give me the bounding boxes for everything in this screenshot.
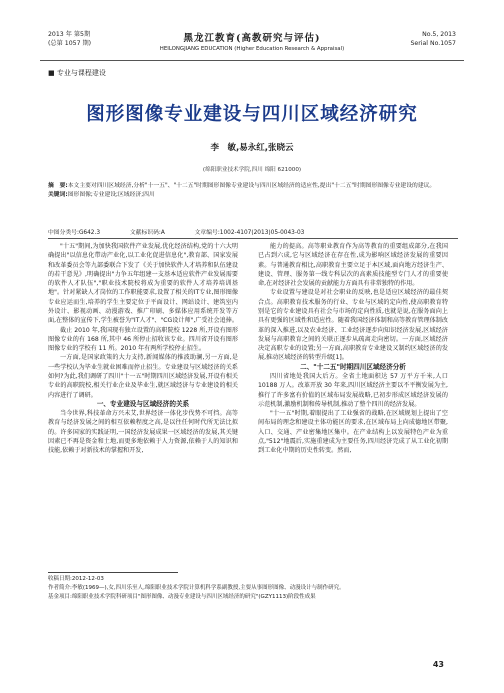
body-column-left	[48, 242, 238, 455]
fund-note: 基金项目:绵阳职业技术学院科研项目"图形图像、动漫专业建设与四川区域经济的研究"(GZY1113)阶段性成果	[48, 594, 316, 600]
paragraph: "十一五"时期,着眼提出了工业强省的战略,在区域规划上提出了空间布局的理念和建设主体功能区的要求,在区域布局上向成德地区带聚,入口、交通、产业密集地区集中。在产业结构上以发展特色产业为重点,"512"地震后,实施重建成为主要任务,四川经济完成了从工业化初期到工业化中期的历史性转变。然而,	[258, 410, 448, 455]
footnote-rule	[48, 572, 178, 573]
author-bio: 作者简介:李敏(1969—),女,四川乐至人,绵阳职业技术学院计算机科学系副教授,主要从事图形图像、动漫设计与制作研究。	[48, 585, 345, 591]
paragraph: 一方面,是国家政策的大力支持,新闻媒体的推波助澜,另一方面,是一些学校认为毕业生就业困难而停止招生。专业建设与区域经济的关系如何?为此,我们调研了四川"十一五"时期四川区域经济发展,开设有相关专业的高职院校,相关行业企业及毕业生,就区域经济与专业建设的相关内容进行了调研。	[48, 354, 238, 399]
article-title: 图形图像专业建设与四川区域经济研究	[86, 104, 418, 125]
paragraph: 当今世界,科技革命方兴未艾,世界经济一体化步伐势不可挡。高等教育与经济发展之间的相互依赖程度之高,是以往任何时代所无法比拟的。许多国家的实践证明,一国经济发展成果一区域经济的发展,其关键因素已不再是资金和土地,而更多地依赖于人力资源,依赖于人的知识和技能,依赖于对新技术的掌握和开发,	[48, 410, 238, 455]
journal-name-cn: 黑龙江教育(高教研究与评估)	[183, 33, 321, 44]
author-affiliation: (绵阳职业技术学院,四川 绵阳 621000)	[202, 167, 302, 173]
paragraph: 四川省地处我国大后方。全省土地面积达 57 万平方千米,人口 10188 万人。改革开放 30 年来,四川区域经济主要以不平衡发展为主,推行了许多富有价值的区域布局发展战略,已初步形成区域经济发展的示范机制,激励机制和传导机制,推动了整个四川的经济发展。	[258, 372, 448, 408]
serial-line: Serial No.1057	[410, 40, 456, 47]
abstract	[48, 182, 458, 191]
clc-number: 中图分类号:G642.3	[48, 230, 101, 236]
received-date: 收稿日期:2012-12-03	[48, 576, 104, 582]
paragraph: 专业设置与建设是对社会职业的反映,也是适应区域经济的最佳契合点。高职教育技术服务的行业、专业与区域的定向性,使高职教育特别是它的专业建设具有社会与市场的定向性质,也就是说,在服务面向上具有更强的区域性和适应性。随着我国经济体制和高等教育管理体制改革的深入推进,以及农业经济、工业经济逐步向知识经济发展,区域经济发展与高职教育之间的关联正逐步从疏离走向密切。一方面,区域经济决定高职专业的设置;另一方面,高职教育专业建设又制约区域经济的发展,推动区域经济的转型升级[1]。	[258, 289, 448, 362]
body-column-right	[258, 242, 448, 455]
paragraph: "十五"期间,为加快我国软件产业发展,优化经济结构,党的十六大明确提出"以信息化带动产业化,以工业化促进信息化",教育部、国家发展和改革委员会等九部委联合下发了《关于加快软件人才培养和队伍建设的若干意见》,明确提出"力争五年组建一支基本适应软件产业发展需要的软件人才队伍","职业技术院校将成为重要的软件人才培养培训基地"。针对紧缺人才岗位的工作职能要求,设置了相关的IT专业,图形图像专业应运而生,培养的学生主要定位于平面设计、网站设计、建筑室内外设计、影视动画、动漫游戏、推广印刷、多媒体应用系统开发等方面,在整体的宣传下,学生被誉为"IT人才"、"CG设计师",广受社会追捧。	[48, 243, 238, 325]
paragraph: 截止 2010 年,我国现有独立设置的高职院校 1228 所,开设有图形图像专业的有 168 所,其中 46 所停止招收该专业。四川省开设有图形图像专业的学校有 11 所。2010 年有两所学校停止招生。	[48, 326, 238, 353]
issue-line: 2013 年 第5期	[48, 31, 91, 38]
header-rule	[40, 60, 464, 61]
issue-info	[48, 30, 91, 48]
abstract-text: 本文主要对四川区域经济,分析"十一五"、"十二五"时期图形图像专业建设与四川区域经济的适应性,提出"十二五"时期图形图像专业建设的建议。	[67, 183, 436, 189]
footnotes	[48, 575, 458, 602]
document-code: 文献标识码:A	[129, 230, 165, 236]
serial-info	[411, 30, 457, 48]
running-header	[0, 30, 504, 62]
keywords	[48, 191, 458, 200]
total-issue-line: (总第 1057 期)	[48, 40, 92, 47]
journal-name-en: HEILONGJIANG EDUCATION (Higher Education Research & Appraisal)	[159, 46, 345, 52]
keywords-text: 图形图像;专业建设;区域经济;四川	[67, 191, 155, 198]
article-number: 文章编号:1002-4107(2013)05-0043-03	[194, 230, 305, 236]
abstract-block	[48, 182, 458, 199]
paragraph: 能力的提高。高等职业教育作为高等教育的重要组成部分,在我国已占到六成,它与区域经济在存在性,成为影响区域经济发展的重要因素。与普通教育相比,高职教育主要立足于本区域,面向地方经济生产、建设、管理、服务第一线专科层次的高素质技能型专门人才的重要使命,在对经济社会发展的贡献能力方面具有非常独特的作用。	[258, 243, 448, 288]
abstract-label: 摘 要:	[48, 183, 68, 189]
classification-row	[48, 227, 458, 236]
section-heading: 一、专业建设与区域经济的关系	[96, 399, 190, 408]
meta-rule	[48, 238, 458, 239]
page-number: 43	[432, 660, 444, 669]
article-authors: 李 敏,易永红,张晓云	[210, 143, 294, 153]
section-tag: ■ 专业与课程建设	[48, 69, 106, 77]
no-line: No.5, 2013	[422, 31, 456, 38]
section-heading: 二、"十二五"时期四川区域经济分析	[300, 362, 406, 371]
journal-name	[120, 30, 384, 52]
keywords-label: 关键词:	[48, 191, 68, 198]
